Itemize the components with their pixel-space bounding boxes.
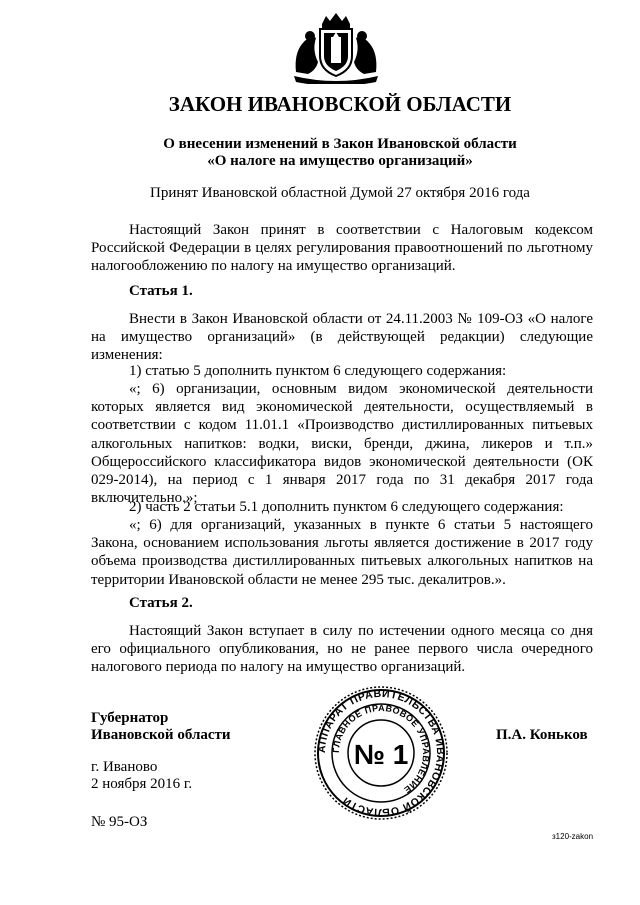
preamble-paragraph: Настоящий Закон принят в соответствии с Налоговым кодексом Российской Федерации в целях регулирования правоотношений по льготному налогообложению по налогу на имущество организаций. [91, 222, 593, 275]
law-subtitle-line1: О внесении изменений в Закон Ивановской области [163, 136, 517, 152]
article1-item1: 1) статью 5 дополнить пунктом 6 следующего содержания: [129, 363, 507, 379]
official-stamp-icon [312, 684, 450, 822]
article2-heading: Статья 2. [129, 595, 193, 611]
coat-of-arms-icon [290, 10, 382, 84]
article1-item2-text: «; 6) для организаций, указанных в пункте 6 статьи 5 настоящего Закона, основанием использования льготы является достижение в 2017 году объема производства дистиллированных питьевых алкогольных напитков на территории Ивановской области не менее 295 тыс. декалитров.». [91, 517, 593, 588]
article1-item2: 2) часть 2 статьи 5.1 дополнить пунктом 6 следующего содержания: [129, 499, 564, 515]
signing-date: 2 ноября 2016 г. [91, 776, 193, 792]
article1-heading: Статья 1. [129, 283, 193, 299]
stamp-number: № 1 [353, 739, 409, 770]
file-reference: з120-zakon [552, 832, 594, 841]
law-title: ЗАКОН ИВАНОВСКОЙ ОБЛАСТИ [168, 92, 512, 116]
law-subtitle-line2: «О налоге на имущество организаций» [207, 153, 473, 169]
law-number: № 95-ОЗ [91, 814, 148, 830]
article1-item1-text: «; 6) организации, основным видом экономической деятельности которых является вид экономической деятельности, осуществляемый в соответствии с кодом 11.01.1 «Производство дистиллированных питьевых алкогольных напитков: водки, виски, бренди, джина, ликеров и т.п.» Общероссийского классификатора видов экономической деятельности (ОК 029-2014), на период с 1 января 2017 года по 31 декабря 2017 года включительно.»; [91, 381, 593, 507]
article2-text: Настоящий Закон вступает в силу по истечении одного месяца со дня его официального опубликования, но не ранее первого числа очередного налогового периода по налогу на имущество организаций. [91, 623, 593, 676]
signatory-name: П.А. Коньков [496, 727, 588, 743]
signatory-position-line1: Губернатор [91, 710, 169, 726]
stamp-ring-text: АППАРАТ ПРАВИТЕЛЬСТВА ИВАНОВСКОЙ ОБЛАСТИ [315, 687, 447, 819]
stamp-inner-text: ГЛАВНОЕ ПРАВОВОЕ УПРАВЛЕНИЕ [330, 702, 432, 796]
adoption-note: Принят Ивановской областной Думой 27 октября 2016 года [150, 185, 530, 201]
signatory-position-line2: Ивановской области [91, 727, 231, 743]
article1-intro: Внести в Закон Ивановской области от 24.11.2003 № 109-ОЗ «О налоге на имущество организаций» (в действующей редакции) следующие изменения: [91, 311, 593, 364]
signing-city: г. Иваново [91, 759, 158, 775]
